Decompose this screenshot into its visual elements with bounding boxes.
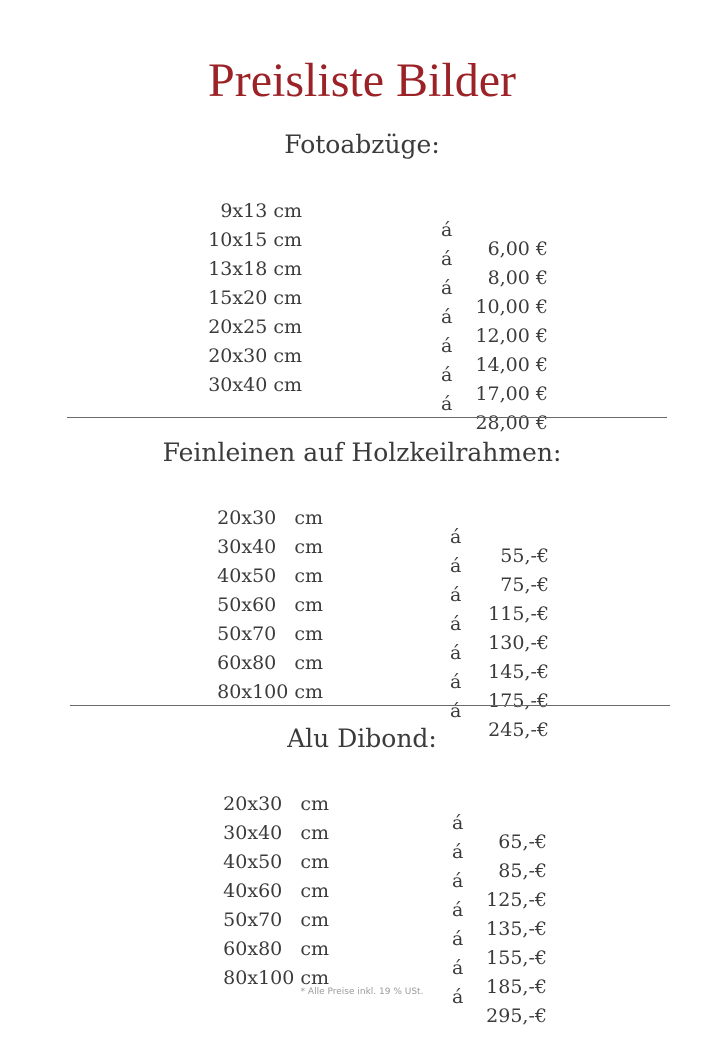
size-label: 40x50 cm: [223, 851, 330, 873]
size-label: 50x70 cm: [217, 623, 324, 645]
price-value: 75,-€: [500, 574, 549, 596]
each-label: á: [452, 986, 464, 1008]
price-value: 135,-€: [486, 918, 547, 940]
size-label: 80x100 cm: [217, 681, 324, 703]
price-value: 85,-€: [498, 860, 547, 882]
price-value: 295,-€: [486, 1005, 547, 1027]
size-label: 30x40 cm: [217, 536, 324, 558]
size-label: 20x30 cm: [217, 507, 324, 529]
price-value: 8,00 €: [487, 267, 548, 289]
size-label: 9x13 cm: [220, 200, 302, 222]
size-label: 13x18 cm: [208, 258, 302, 280]
each-label: á: [450, 555, 462, 577]
each-label: á: [450, 642, 462, 664]
price-value: 125,-€: [486, 889, 547, 911]
size-label: 80x100 cm: [223, 967, 330, 989]
size-label: 30x40 cm: [208, 374, 302, 396]
each-label: á: [441, 248, 453, 270]
section-divider: [70, 705, 670, 706]
size-label: 60x80 cm: [223, 938, 330, 960]
price-value: 28,00 €: [475, 412, 548, 434]
size-label: 60x80 cm: [217, 652, 324, 674]
price-value: 6,00 €: [487, 238, 548, 260]
each-label: á: [450, 613, 462, 635]
price-value: 155,-€: [486, 947, 547, 969]
size-label: 20x30 cm: [208, 345, 302, 367]
each-label: á: [441, 393, 453, 415]
each-label: á: [441, 277, 453, 299]
size-label: 40x60 cm: [223, 880, 330, 902]
each-label: á: [450, 671, 462, 693]
price-value: 175,-€: [488, 690, 549, 712]
vat-footnote: * Alle Preise inkl. 19 % USt.: [300, 987, 424, 997]
each-label: á: [452, 957, 464, 979]
section-divider: [67, 417, 667, 418]
each-label: á: [441, 364, 453, 386]
section-heading-fotoabzuege: Fotoabzüge:: [284, 130, 440, 159]
each-label: á: [452, 870, 464, 892]
price-value: 65,-€: [498, 831, 547, 853]
each-label: á: [452, 812, 464, 834]
section-heading-alu-dibond: Alu Dibond:: [287, 724, 437, 753]
size-label: 10x15 cm: [208, 229, 302, 251]
each-label: á: [452, 899, 464, 921]
each-label: á: [450, 700, 462, 722]
price-value: 145,-€: [488, 661, 549, 683]
price-value: 245,-€: [488, 719, 549, 741]
price-value: 10,00 €: [475, 296, 548, 318]
price-value: 55,-€: [500, 545, 549, 567]
size-label: 30x40 cm: [223, 822, 330, 844]
price-value: 185,-€: [486, 976, 547, 998]
size-label: 20x30 cm: [223, 793, 330, 815]
each-label: á: [441, 306, 453, 328]
each-label: á: [450, 526, 462, 548]
size-label: 50x70 cm: [223, 909, 330, 931]
each-label: á: [441, 219, 453, 241]
size-label: 20x25 cm: [208, 316, 302, 338]
each-label: á: [452, 928, 464, 950]
price-value: 14,00 €: [475, 354, 548, 376]
size-label: 40x50 cm: [217, 565, 324, 587]
page-title: Preisliste Bilder: [208, 54, 516, 107]
each-label: á: [452, 841, 464, 863]
price-value: 12,00 €: [475, 325, 548, 347]
each-label: á: [450, 584, 462, 606]
section-heading-feinleinen: Feinleinen auf Holzkeilrahmen:: [162, 438, 562, 467]
size-label: 15x20 cm: [208, 287, 302, 309]
price-value: 115,-€: [488, 603, 549, 625]
each-label: á: [441, 335, 453, 357]
price-value: 17,00 €: [475, 383, 548, 405]
price-value: 130,-€: [488, 632, 549, 654]
size-label: 50x60 cm: [217, 594, 324, 616]
